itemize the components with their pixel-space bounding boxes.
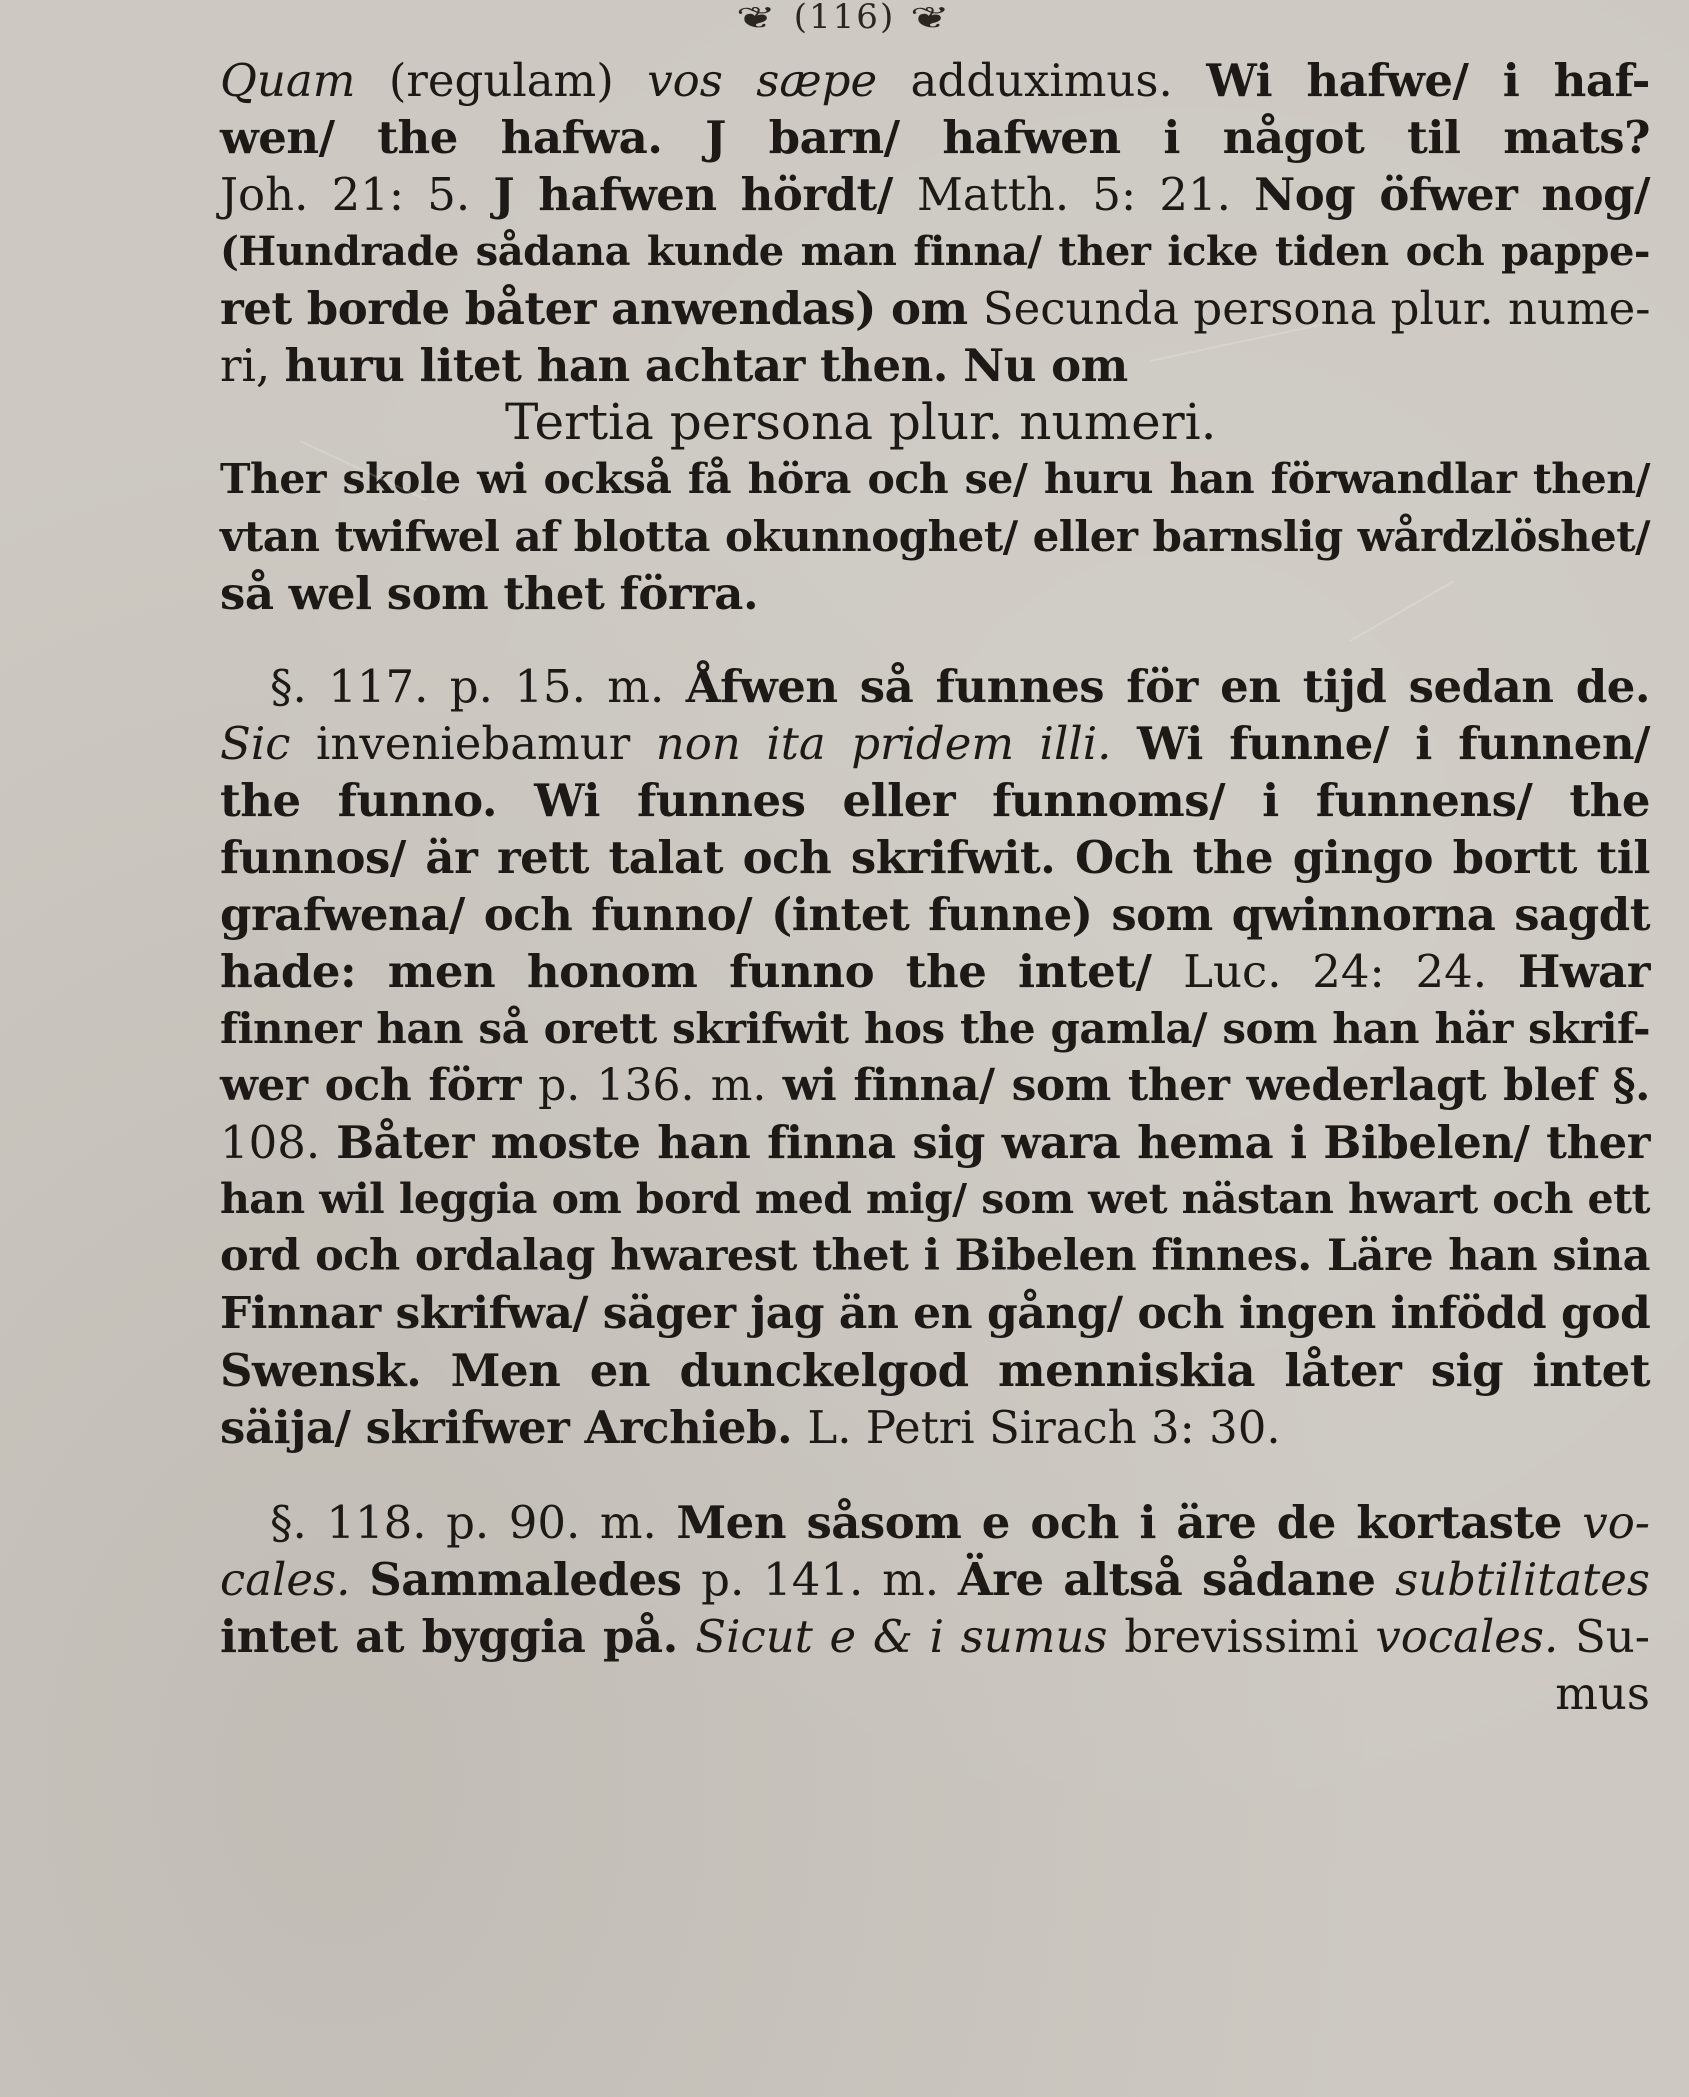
text-line	[220, 1494, 1650, 1551]
text-run: Sicut e & i sumus	[695, 1610, 1108, 1663]
text-line	[220, 943, 1650, 1000]
text-run: intet at byggia på.	[220, 1610, 696, 1663]
text-line	[220, 508, 1650, 565]
text-run: funnos/ är rett talat och skrifwit. Och the gingo bortt til	[220, 831, 1650, 884]
text-run: J hafwen hördt/	[493, 168, 917, 221]
text-run: cales.	[220, 1553, 370, 1606]
text-line	[220, 1228, 1650, 1285]
paragraph-gap	[220, 1456, 1650, 1494]
text-run: vocales.	[1375, 1610, 1559, 1663]
text-run: Tertia persona plur. numeri.	[505, 393, 1217, 451]
text-run: L. Petri Sirach 3: 30.	[807, 1401, 1281, 1454]
text-run: Secunda persona plur. nume-	[982, 282, 1651, 335]
text-run: vo-	[1582, 1496, 1651, 1549]
text-run: wi finna/ som ther wederlagt blef §.	[782, 1060, 1650, 1111]
text-line	[220, 1114, 1650, 1171]
paragraph-gap	[220, 622, 1650, 658]
text-line	[220, 52, 1650, 109]
text-run: Hwar	[1517, 945, 1650, 998]
text-run: grafwena/ och funno/ (intet funne) som qwinnorna sagdt	[220, 888, 1650, 941]
text-run: Men såsom e och i äre de kortaste	[676, 1496, 1583, 1549]
text-run: ri,	[220, 339, 285, 392]
text-run: säija/ skrifwer Archieb.	[220, 1401, 808, 1454]
text-run: finner han så orett skrifwit hos the gamla/ som han här skrif-	[220, 1004, 1650, 1053]
text-line	[220, 1057, 1650, 1114]
text-run: ord och ordalag hwarest thet i Bibelen finnes. Läre han sina	[220, 1231, 1650, 1281]
text-run: the funno. Wi funnes eller funnoms/ i funnens/ the	[220, 774, 1650, 827]
text-run: mus	[1555, 1667, 1650, 1720]
text-line	[220, 451, 1650, 508]
text-run: inveniebamur	[290, 717, 656, 770]
text-run: Luc. 24: 24.	[1183, 945, 1518, 998]
text-run: p. 136. m.	[538, 1060, 783, 1111]
text-line	[220, 1285, 1650, 1342]
text-run: Swensk. Men en dunckelgod menniskia låter sig intet	[220, 1344, 1650, 1397]
body-text	[220, 52, 1650, 1722]
text-run: Quam	[220, 54, 356, 107]
text-line	[220, 1608, 1650, 1665]
text-run: wer och förr	[220, 1060, 539, 1111]
text-run: vos sæpe	[647, 54, 878, 107]
right-ornament: ❦	[909, 1, 954, 36]
text-run: Finnar skrifwa/ säger jag än en gång/ och ingen infödd god	[220, 1288, 1651, 1339]
catchword	[220, 1665, 1650, 1722]
text-line	[220, 166, 1650, 223]
text-line	[220, 337, 1650, 394]
text-run: Sammaledes	[369, 1553, 702, 1606]
text-run: Matth. 5: 21.	[916, 168, 1255, 221]
text-run: wen/ the hafwa. J barn/ hafwen i något til mats?	[220, 111, 1650, 164]
text-line	[220, 829, 1650, 886]
section-heading	[220, 394, 1650, 451]
text-run: ret borde båter anwendas) om	[220, 282, 983, 335]
text-run: §. 118. p. 90. m.	[270, 1496, 677, 1549]
text-run: 108.	[220, 1116, 337, 1169]
text-line	[220, 1399, 1650, 1456]
text-run: brevissimi	[1107, 1610, 1376, 1663]
text-line	[220, 565, 1650, 622]
text-run: (Hundrade sådana kunde man finna/ ther icke tiden och pappe-	[220, 228, 1650, 275]
text-line	[220, 1171, 1650, 1228]
text-line	[220, 658, 1650, 715]
text-run: hade: men honom funno the intet/	[220, 945, 1184, 998]
left-ornament: ❦	[735, 1, 780, 36]
text-run: Äre altså sådane	[957, 1553, 1396, 1606]
text-run: Båter moste han finna sig wara hema i Bibelen/ ther	[336, 1116, 1651, 1169]
text-run: Nog öfwer nog/	[1254, 168, 1650, 221]
text-run: Sic	[220, 717, 291, 770]
text-line	[220, 280, 1650, 337]
text-run: §. 117. p. 15. m.	[270, 660, 686, 713]
text-line	[220, 1551, 1650, 1608]
text-line	[220, 715, 1650, 772]
text-line	[220, 886, 1650, 943]
page-header	[0, 0, 1689, 36]
text-line	[220, 1342, 1650, 1399]
text-run: Su-	[1558, 1610, 1650, 1663]
text-run: p. 141. m.	[701, 1553, 958, 1606]
text-run: vtan twifwel af blotta okunnoghet/ eller barnslig wårdzlöshet/	[220, 512, 1650, 561]
text-line	[220, 109, 1650, 166]
text-run: han wil leggia om bord med mig/ som wet nästan hwart och ett	[220, 1175, 1650, 1223]
text-line	[220, 223, 1650, 280]
text-run: adduximus.	[877, 54, 1207, 107]
text-run: Wi hafwe/ i haf-	[1206, 54, 1650, 107]
text-run: (regulam)	[355, 54, 648, 107]
page-number: (116)	[793, 0, 896, 37]
text-run: Ther skole wi också få höra och se/ huru han förwandlar then/	[220, 455, 1650, 503]
text-run: non ita pridem illi.	[655, 717, 1137, 770]
text-run: så wel som thet förra.	[220, 567, 759, 620]
text-line	[220, 772, 1650, 829]
text-line	[220, 1000, 1650, 1057]
text-run: Åfwen så funnes för en tijd sedan de.	[685, 660, 1651, 713]
text-run: huru litet han achtar then. Nu om	[284, 339, 1128, 392]
text-run: Joh. 21: 5.	[220, 168, 494, 221]
text-run: Wi funne/ i funnen/	[1136, 717, 1650, 770]
text-run: subtilitates	[1395, 1553, 1650, 1606]
